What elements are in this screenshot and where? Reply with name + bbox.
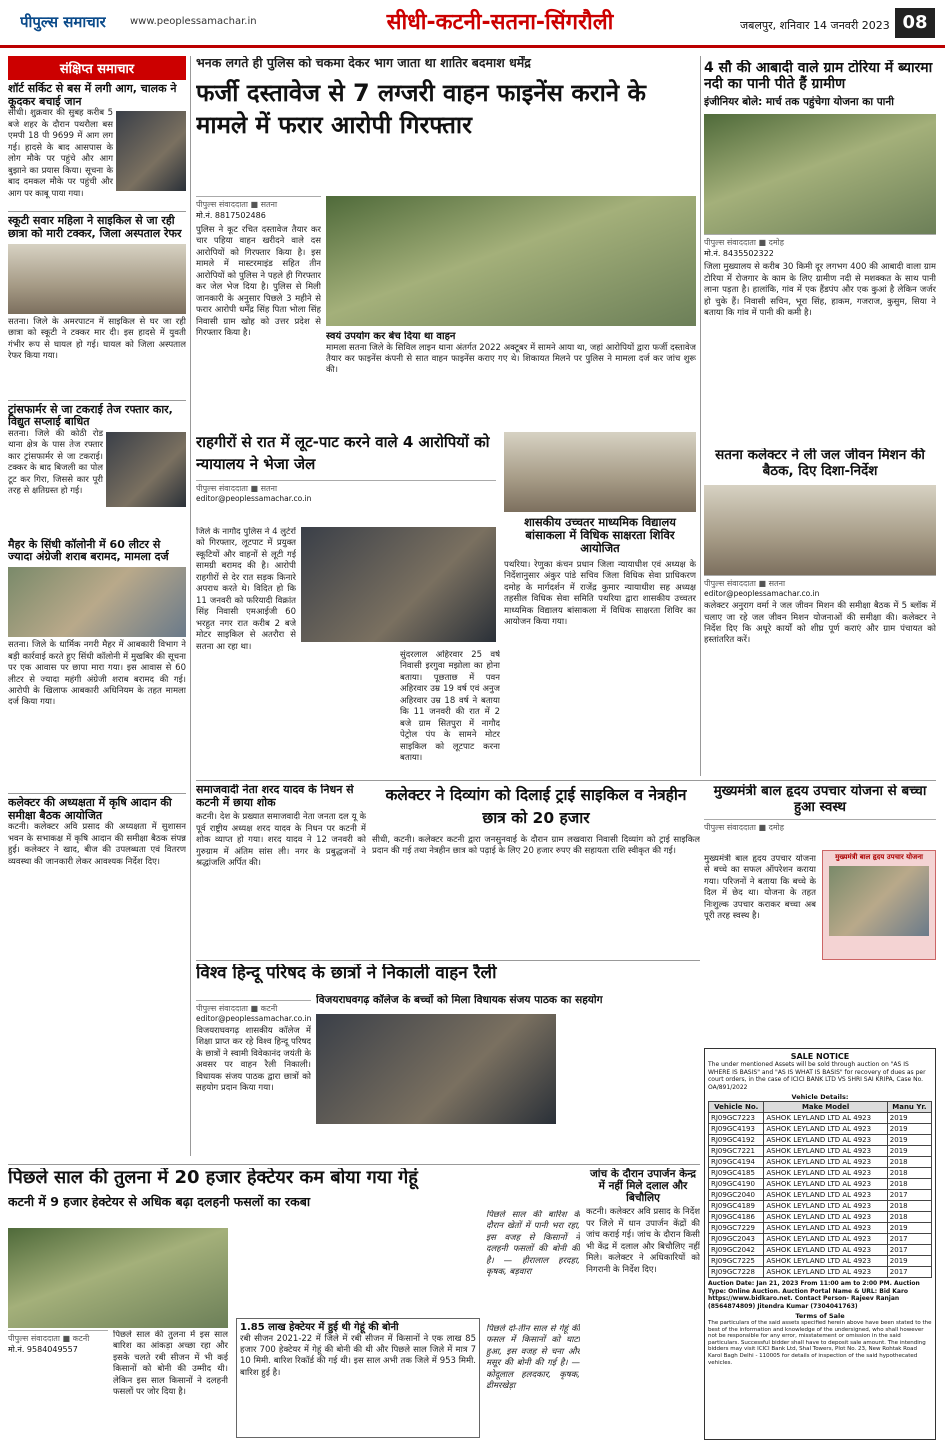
sale-footer: Auction Date: Jan 21, 2023 From 11:00 am to 2:00 PM. Auction Type: Online Auction. Auction Portal Name & URL: Bid Karo https://www.bidkaro.net. Contact Person- Rajeev Ranjan (8564874809) Jitendra Kumar (7304041763) [708, 1280, 920, 1310]
farmer-quote-1: पिछले साल की बारिश के दौरान खेतों में पानी भरा रहा, इस वजह से किसानों ने दलहनी फसलों की बोनी की है। — हीरालाल हरदहा, कृषक, बड़वारा [486, 1210, 580, 1278]
table-cell: RJ09GC4190 [709, 1179, 764, 1190]
table-row [709, 1223, 932, 1234]
table-cell: RJ09GC2040 [709, 1190, 764, 1201]
divyang-body: सीधी, कटनी। कलेक्टर कटनी द्वारा जनसुनवाई के दौरान ग्राम लखवारा निवासी दिव्यांग को ट्राई साइकिल प्रदान की गई तथा नेत्रहीन छात्र को पढ़ाई के लिए 20 हजार रुपए की सहायता राशि स्वीकृत की गई। [372, 834, 700, 856]
table-cell: ASHOK LEYLAND LTD AL 4923 [764, 1157, 887, 1168]
tauriya-deck: इंजीनियर बोले: मार्च तक पहुंचेगा योजना का पानी [704, 96, 894, 109]
table-cell: ASHOK LEYLAND LTD AL 4923 [764, 1113, 887, 1124]
accused-photo [301, 527, 496, 642]
satna-collector-headline: सतना कलेक्टर ने ली जल जीवन मिशन की बैठक, दिए दिशा-निर्देश [715, 448, 925, 479]
table-cell: RJ09GC7223 [709, 1113, 764, 1124]
region-banner: सीधी-कटनी-सतना-सिंगरौली [386, 10, 614, 35]
lead-subtext: मामला सतना जिले के सिविल लाइन थाना अंतर्गत 2022 अक्टूबर में सामने आया था, जहां आरोपियों द्वारा फर्जी दस्तावेज तैयार कर फाइनेंस कंपनी से सात वाहन फाइनेंस कराए गए थे। शिकायत मिलने पर पुलिस ने मामला दर्ज कर जांच शुरू की। [326, 342, 696, 376]
brief-text-3: सतना। जिले की कोठी रोड थाना क्षेत्र के पास तेज रफ्तार कार ट्रांसफार्मर से जा टकराई। टक्कर के बाद बिजली का पोल टूट कर गिरा, जिससे कार पूरी तरह से क्षतिग्रस्त हो गई। [8, 428, 103, 497]
vhp-email: editor@peoplessamachar.co.in [196, 1014, 311, 1023]
tauriya-body: जिला मुख्यालय से करीब 30 किमी दूर लगभग 400 की आबादी वाला ग्राम टोरिया में रोजगार के काम के लिए ग्रामीण नदी से मशक्कत के साथ पानी लाना पड़ता है। हालांकि, गांव में एक हैंडपंप और एक कुआं है लेकिन जर्जर हो चुके हैं। निवासी सचिन, भूरा सिंह, हाकम, गजराज, कुसुम, सिया ने बताया कि गांव में पानी की कमी है। [704, 262, 936, 319]
table-cell: RJ09GC2043 [709, 1234, 764, 1245]
divyang-story [372, 784, 700, 956]
table-row [709, 1201, 932, 1212]
lead-story [196, 56, 696, 426]
table-cell: 2019 [887, 1223, 931, 1234]
lead-mobile: मो.नं. 8817502486 [196, 211, 266, 220]
wheat-story [8, 1168, 580, 1440]
table-cell: ASHOK LEYLAND LTD AL 4923 [764, 1223, 887, 1234]
brief-text-2: सतना। जिले के अमरपाटन में साइकिल से घर जा रही छात्रा को स्कूटी ने टक्कर मार दी। इस हादसे में युवती गंभीर रूप से घायल हो गई। घायल को जिला अस्पताल रेफर किया गया। [8, 316, 186, 361]
table-cell: ASHOK LEYLAND LTD AL 4923 [764, 1135, 887, 1146]
brief-text-5: कटनी। कलेक्टर अवि प्रसाद की अध्यक्षता में सुशासन भवन के सभाकक्ष में कृषि आदान की समीक्षा बैठक संपन्न हुई। कलेक्टर ने खाद, बीज की उपलब्धता एवं वितरण व्यवस्था की जानकारी लेकर आवश्यक निर्देश दिए। [8, 822, 186, 867]
liquor-seizure-photo [8, 567, 186, 637]
car-accident-photo [106, 432, 186, 507]
brief-headline-3: ट्रांसफार्मर से जा टकराई तेज रफ्तार कार, विद्युत सप्लाई बाधित [8, 402, 173, 429]
sale-notice [704, 1048, 936, 1440]
brief-headline-1: शॉर्ट सर्किट से बस में लगी आग, चालक ने कूदकर बचाई जान [8, 82, 177, 108]
wheat-deck: कटनी में 9 हजार हेक्टेयर से अधिक बढ़ा दलहनी फसलों का रकबा [8, 1193, 311, 1209]
table-cell: 2018 [887, 1212, 931, 1223]
satna-collector-body: कलेक्टर अनुराग वर्मा ने जल जीवन मिशन की समीक्षा बैठक में 5 ब्लॉक में चलाए जा रहे जल जीवन मिशन योजनाओं की समीक्षा की। कलेक्टर ने निर्देश दिए कि अधूरे कार्यों को शीघ्र पूर्ण कराएं और ग्राम पंचायत को हस्तांतरित करें। [704, 601, 936, 646]
table-row [709, 1190, 932, 1201]
sale-terms-title: Terms of Sale [795, 1312, 845, 1320]
wheat-mobile: मो.नं. 9584049557 [8, 1345, 78, 1354]
table-cell: 2019 [887, 1256, 931, 1267]
field-photo [8, 1228, 228, 1328]
hospital-photo [8, 244, 186, 314]
wheat-byline: पीपुल्स संवाददाता ■ कटनी [8, 1330, 108, 1344]
col-make-model: Make Model [764, 1102, 887, 1113]
child-photo [829, 866, 929, 936]
school-story [504, 432, 696, 777]
page-header [0, 0, 945, 48]
table-cell: ASHOK LEYLAND LTD AL 4923 [764, 1267, 887, 1278]
brief-text-1: सीधी। शुक्रवार की सुबह करीब 5 बजे शहर के दौरान पथरौला बस एमपी 18 पी 9699 में आग लग गई। हादसे के बाद आसपास के लोग मौके पर पहुंचे और आग बुझाने का प्रयास किया। सूचना के बाद दमकल मौके पर पहुंची और आग पर काबू पाया गया। [8, 108, 113, 199]
camp-photo [504, 432, 696, 512]
table-cell: RJ09GC2042 [709, 1245, 764, 1256]
bal-hriday-poster [822, 850, 936, 960]
satna-collector-byline: पीपुल्स संवाददाता ■ सतना [704, 575, 936, 589]
table-cell: 2018 [887, 1168, 931, 1179]
sharad-body: कटनी। देश के प्रख्यात समाजवादी नेता जनता दल यू के पूर्व राष्ट्रीय अध्यक्ष शरद यादव के निधन पर कटनी में शोक व्याप्त हो गया। शरद यादव ने 12 जनवरी को गुरुग्राम में अंतिम सांस ली। नगर के प्रबुद्धजनों ने श्रद्धांजलि अर्पित की। [196, 812, 366, 869]
satna-collector-email: editor@peoplessamachar.co.in [704, 589, 820, 599]
lead-kicker: भनक लगते ही पुलिस को चकमा देकर भाग जाता था शातिर बदमाश धर्मेंद्र [196, 56, 531, 70]
bus-fire-photo [116, 111, 186, 191]
page-number: 08 [895, 8, 935, 38]
table-cell: RJ09GC4192 [709, 1135, 764, 1146]
wheat-headline: पिछले साल की तुलना में 20 हजार हेक्टेयर कम बोया गया गेहूं [8, 1168, 418, 1188]
table-cell: 2019 [887, 1135, 931, 1146]
lead-byline: पीपुल्स संवाददाता ■ सतना [196, 196, 321, 210]
vhp-story [196, 964, 700, 1164]
masthead-logo: पीपुल्स समाचार [20, 13, 106, 31]
table-cell: ASHOK LEYLAND LTD AL 4923 [764, 1234, 887, 1245]
bal-hriday-headline: मुख्यमंत्री बाल हृदय उपचार योजना से बच्चा हुआ स्वस्थ [713, 784, 927, 815]
wheat-box-title: 1.85 लाख हेक्टेयर में हुई थी गेहूं की बोनी [240, 1322, 399, 1333]
table-cell: ASHOK LEYLAND LTD AL 4923 [764, 1245, 887, 1256]
table-cell: 2017 [887, 1245, 931, 1256]
table-cell: 2019 [887, 1146, 931, 1157]
bal-hriday-body: मुख्यमंत्री बाल हृदय उपचार योजना से बच्चे का सफल ऑपरेशन कराया गया। परिजनों ने बताया कि बच्चे के दिल में छेद था। योजना के तहत निःशुल्क उपचार कराकर बच्चा अब पूरी तरह स्वस्थ है। [704, 854, 816, 922]
tauriya-mobile: मो.नं. 8435502322 [704, 249, 774, 259]
brief-headline-5: कलेक्टर की अध्यक्षता में कृषि आदान की समीक्षा बैठक आयोजित [8, 796, 172, 822]
wheat-body: पिछले साल की तुलना में इस साल बारिश का आंकड़ा अच्छा रहा और इसके चलते रबी सीजन में भी कई किसानों को बोनी की उम्मीद थी। लेकिन इस साल किसानों ने दलहनी फसलों पर जोर दिया है। [113, 1330, 228, 1398]
sale-title: SALE NOTICE [790, 1052, 850, 1061]
table-row [709, 1245, 932, 1256]
table-cell: RJ09GC7221 [709, 1146, 764, 1157]
table-cell: ASHOK LEYLAND LTD AL 4923 [764, 1168, 887, 1179]
table-row [709, 1157, 932, 1168]
table-row [709, 1135, 932, 1146]
vehicle-table [708, 1101, 932, 1278]
divyang-headline: कलेक्टर ने दिव्यांग को दिलाई ट्राई साइकिल व नेत्रहीन छात्र को 20 हजार [385, 786, 687, 828]
table-row [709, 1146, 932, 1157]
loot-body: जिले के नागौद पुलिस ने 4 लुटेरों को गिरफ्तार, लूटपाट में प्रयुक्त स्कूटियों और वाहनों से लूटी गई सामग्री बरामद की है। आरोपी राहगीरों से देर रात सड़क किनारे अपराध करते थे। विदित हो कि 11 जनवरी को फरियादी विक्रांत सिंह निवासी एमआईजी 60 भरहुत नगर रात करीब 2 बजे मोटर साइकिल से अतरौरा से सतना आ रहा था। [196, 527, 296, 652]
table-cell: 2018 [887, 1157, 931, 1168]
table-cell: 2017 [887, 1234, 931, 1245]
meeting-photo [704, 485, 936, 575]
farmer-quote-2: पिछले दो-तीन साल से गेहूं की फसल में किसानों को घाटा हुआ, इस वजह से चना और मसूर की बोनी की गई है। — कोदूलाल हलदकार, कृषक, ढीमरखेड़ा [486, 1324, 580, 1392]
issue-date: जबलपुर, शनिवार 14 जनवरी 2023 [740, 19, 890, 32]
col-manu-yr: Manu Yr. [887, 1102, 931, 1113]
vhp-deck: विजयराघवगढ़ कॉलेज के बच्चों को मिला विधायक संजय पाठक का सहयोग [316, 994, 603, 1006]
loot-headline: राहगीरों से रात में लूट-पाट करने वाले 4 आरोपियों को न्यायालय ने भेजा जेल [196, 433, 490, 473]
arrest-photo [326, 196, 696, 326]
tauriya-story [704, 60, 936, 430]
brief-headline-2: स्कूटी सवार महिला ने साइकिल से जा रही छात्रा को मारी टक्कर, जिला अस्पताल रेफर [8, 214, 182, 240]
loot-byline: पीपुल्स संवाददाता ■ सतना [196, 480, 496, 494]
table-cell: RJ09GC7229 [709, 1223, 764, 1234]
table-cell: RJ09GC7225 [709, 1256, 764, 1267]
table-cell: ASHOK LEYLAND LTD AL 4923 [764, 1179, 887, 1190]
sale-intro: The under mentioned Assets will be sold through auction on "AS IS WHERE IS BASIS" and "AS IS WHAT IS BASIS" for recovery of dues as per court orders, in the case of ICICI BANK LTD VS SHRI SAI KRIPA, Case No. OA/891/2022 [708, 1061, 926, 1091]
poster-title: मुख्यमंत्री बाल हृदय उपचार योजना [835, 853, 923, 861]
table-row [709, 1168, 932, 1179]
table-cell: 2018 [887, 1179, 931, 1190]
table-row [709, 1113, 932, 1124]
brief-title: संक्षिप्त समाचार [8, 56, 186, 80]
lead-headline: फर्जी दस्तावेज से 7 लग्जरी वाहन फाइनेंस कराने के मामले में फरार आरोपी गिरफ्तार [196, 79, 646, 139]
sale-terms: The particulars of the said assets specified herein above have been stated to the best of the information and knowledge of the undersigned, who shall however not be responsible for any error, misstatement or omission in the said particulars. Successful bidder shall have to deposit sale amount. The intending bidders may visit ICICI Bank Ltd, Shal Towers, Plot No. 23, New Rohtak Road Karol Bagh Delhi - 110005 for details of inspection of the said hypothecated vehicles. [708, 1320, 932, 1366]
table-cell: RJ09GC4186 [709, 1212, 764, 1223]
table-cell: ASHOK LEYLAND LTD AL 4923 [764, 1146, 887, 1157]
loot-body-2: सुंदरलाल अहिरवार 25 वर्ष निवासी इरगुवा मझोला का होना बताया। पूछताछ में पवन अहिरवार उम्र 19 वर्ष एवं अनुज अहिरवार उम्र 18 वर्ष ने बताया कि 11 जनवरी की रात में 2 बजे ग्राम सितपुरा में नागौद पेट्रोल पंप के सामने मोटर साइकिल को लूटपाट करना बताया। [400, 650, 500, 764]
table-cell: ASHOK LEYLAND LTD AL 4923 [764, 1190, 887, 1201]
tauriya-headline: 4 सौ की आबादी वाले ग्राम टोरिया में ब्यारमा नदी का पानी पीते हैं ग्रामीण [704, 60, 933, 93]
table-cell: 2018 [887, 1201, 931, 1212]
table-cell: 2017 [887, 1190, 931, 1201]
lead-body: पुलिस ने कूट रचित दस्तावेज तैयार कर चार पहिया वाहन खरीदने वाले दस आरोपियों को गिरफ्तार किया है। इस मामले में मास्टरमाइंड सहित तीन आरोपियों को पुलिस ने पहले ही गिरफ्तार कर जेल भेज दिया है। पुलिस से मिली जानकारी के अनुसार पिछले 3 महीने से फरार आरोपी धर्मेंद्र सिंह पिता भोला सिंह निवासी ग्राम खोह को उत्तर प्रदेश से गिरफ्तार किया है। [196, 225, 321, 339]
sale-details-title: Vehicle Details: [791, 1093, 849, 1101]
tauriya-byline: पीपुल्स संवाददाता ■ दमोह [704, 234, 936, 248]
table-row [709, 1212, 932, 1223]
wheat-box [236, 1318, 480, 1438]
loot-continued [400, 650, 500, 775]
table-cell: RJ09GC4189 [709, 1201, 764, 1212]
bal-hriday-story [704, 784, 936, 964]
rally-photo [316, 1014, 556, 1124]
table-row [709, 1179, 932, 1190]
table-row [709, 1234, 932, 1245]
vhp-headline: विश्व हिन्दू परिषद के छात्रों ने निकाली वाहन रैली [196, 964, 497, 983]
table-cell: 2019 [887, 1124, 931, 1135]
table-cell: ASHOK LEYLAND LTD AL 4923 [764, 1201, 887, 1212]
table-cell: ASHOK LEYLAND LTD AL 4923 [764, 1124, 887, 1135]
table-cell: RJ09GC7228 [709, 1267, 764, 1278]
table-cell: 2017 [887, 1267, 931, 1278]
table-row [709, 1267, 932, 1278]
vhp-byline: पीपुल्स संवाददाता ■ कटनी [196, 1000, 311, 1014]
vhp-body: विजयराघवगढ़ शासकीय कॉलेज में शिक्षा प्राप्त कर रहे विश्व हिन्दू परिषद के छात्रों ने स्वामी विवेकानंद जयंती के अवसर पर वाहन रैली निकाली। विधायक संजय पाठक द्वारा छात्रों को सहयोग प्रदान किया गया। [196, 1026, 311, 1094]
loot-email: editor@peoplessamachar.co.in [196, 493, 312, 503]
bal-hriday-byline: पीपुल्स संवाददाता ■ दमोह [704, 819, 936, 833]
school-headline: शासकीय उच्चतर माध्यमिक विद्यालय बांसाकला में विधिक साक्षरता शिविर आयोजित [524, 515, 676, 556]
table-cell: RJ09GC4185 [709, 1168, 764, 1179]
table-cell: RJ09GC4193 [709, 1124, 764, 1135]
satna-collector-story [704, 448, 936, 778]
table-cell: RJ09GC4194 [709, 1157, 764, 1168]
jaanch-body: कटनी। कलेक्टर अवि प्रसाद के निर्देश पर जिले में धान उपार्जन केंद्रों की जांच कराई गई। जांच के दौरान किसी भी केंद्र में दलाल और बिचौलिए नहीं मिले। कलेक्टर ने अधिकारियों को निगरानी के निर्देश दिए। [586, 1207, 700, 1275]
table-row [709, 1124, 932, 1135]
sharad-headline: समाजवादी नेता शरद यादव के निधन से कटनी में छाया शोक [196, 784, 354, 809]
table-cell: ASHOK LEYLAND LTD AL 4923 [764, 1212, 887, 1223]
river-photo [704, 114, 936, 234]
school-body: पथरिया। रेणुका कंचन प्रधान जिला न्यायाधीश एवं अध्यक्ष के निर्देशानुसार अंकुर पांडे सचिव जिला विधिक सेवा प्राधिकरण दमोह के मार्गदर्शन में राजेंद्र कुमार न्यायाधीश सह अध्यक्ष तहसील विधिक सेवा समिति पथरिया द्वारा शासकीय उच्चतर माध्यमिक विद्यालय बांसाकला में विधिक साक्षरता शिविर का आयोजन किया गया। [504, 559, 696, 627]
jaanch-headline: जांच के दौरान उपार्जन केन्द्र में नहीं मिले दलाल और बिचौलिए [590, 1168, 696, 1205]
table-cell: 2019 [887, 1113, 931, 1124]
brief-text-4: सतना। जिले के धार्मिक नगरी मैहर में आबकारी विभाग ने बड़ी कार्रवाई करते हुए सिंधी कॉलोनी में मुखबिर की सूचना पर एक आवास पर छापा मारा गया। इस आवास से 60 लीटर से ज्यादा महंगी अंग्रेजी शराब बरामद की गई। आरोपी के खिलाफ आबकारी अधिनियम के तहत मामला दर्ज किया गया। [8, 640, 186, 708]
brief-column [8, 56, 186, 1096]
website-url[interactable]: www.peoplessamachar.in [130, 16, 257, 27]
table-row [709, 1256, 932, 1267]
lead-subhead: स्वयं उपयोग कर बेच दिया था वाहन [326, 331, 456, 342]
wheat-box-text: रबी सीजन 2021-22 में जिले में रबी सीजन में किसानों ने एक लाख 85 हजार 700 हेक्टेयर में गेहूं की बोनी की थी और पिछले साल जिले में मात्र 7 10 मिमी. बारिश रिकॉर्ड की गई थी। इस साल अभी तक जिले में 953 मिमी. बारिश हुई है। [240, 1333, 476, 1378]
sharad-story [196, 784, 366, 956]
col-vehicle-no: Vehicle No. [709, 1102, 764, 1113]
table-cell: ASHOK LEYLAND LTD AL 4923 [764, 1256, 887, 1267]
brief-headline-4: मैहर के सिंधी कॉलोनी में 60 लीटर से ज्यादा अंग्रेजी शराब बरामद, मामला दर्ज [8, 537, 169, 564]
jaanch-story [586, 1168, 700, 1438]
